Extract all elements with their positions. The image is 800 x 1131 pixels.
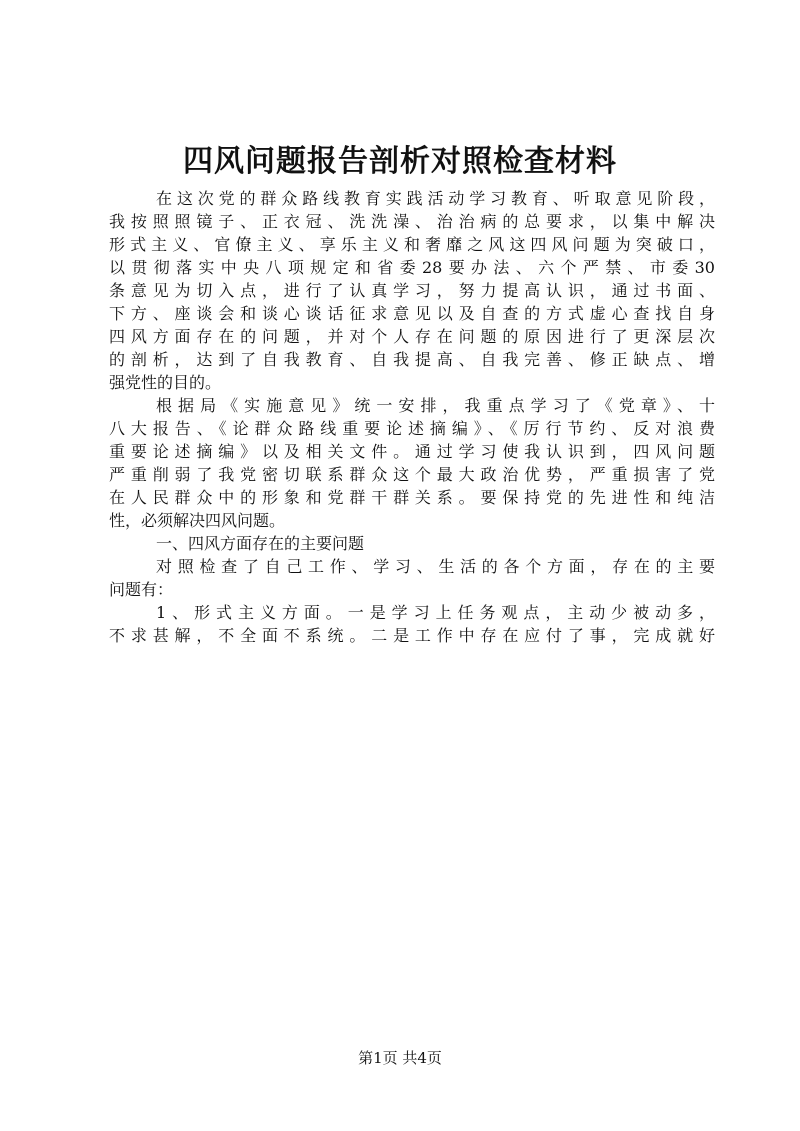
text-line: 重要论述摘编》以及相关文件。通过学习使我认识到，四风问题	[109, 442, 715, 461]
text-line: 在这次党的群众路线教育实践活动学习教育、听取意见阶段，	[156, 189, 715, 208]
text-line: 四风方面存在的问题，并对个人存在问题的原因进行了更深层次	[109, 327, 715, 346]
page-number: 第1页 共4页	[358, 1049, 442, 1067]
paragraph-4	[109, 554, 715, 600]
text-line: 根据局《实施意见》统一安排，我重点学习了《党章》、十	[156, 396, 715, 415]
document-body	[109, 186, 715, 646]
text-line: 对照检查了自己工作、学习、生活的各个方面，存在的主要	[156, 557, 715, 576]
paragraph-1	[109, 186, 715, 393]
text-line: 性，必须解决四风问题。	[109, 511, 286, 530]
text-line: 问题有：	[109, 580, 174, 599]
text-line: 条意见为切入点，进行了认真学习，努力提高认识，通过书面、	[109, 281, 715, 300]
text-line: 严重削弱了我党密切联系群众这个最大政治优势，严重损害了党	[109, 465, 715, 484]
text-line: 一、四风方面存在的主要问题	[156, 534, 365, 553]
paragraph-2	[109, 393, 715, 531]
document-title: 四风问题报告剖析对照检查材料	[183, 144, 617, 179]
text-line: 下方、座谈会和谈心谈话征求意见以及自查的方式虚心查找自身	[109, 304, 715, 323]
text-line: 以贯彻落实中央八项规定和省委28要办法、六个严禁、市委30	[109, 258, 715, 277]
section-heading	[109, 531, 715, 554]
text-line: 1、形式主义方面。一是学习上任务观点，主动少被动多，	[156, 603, 715, 622]
text-line: 形式主义、官僚主义、享乐主义和奢靡之风这四风问题为突破口，	[109, 235, 715, 254]
text-line: 八大报告、《论群众路线重要论述摘编》、《厉行节约、反对浪费	[109, 419, 715, 438]
text-line: 不求甚解，不全面不系统。二是工作中存在应付了事，完成就好	[109, 626, 715, 645]
text-line: 我按照照镜子、正衣冠、洗洗澡、治治病的总要求，以集中解决	[109, 212, 715, 231]
text-line: 在人民群众中的形象和党群干群关系。要保持党的先进性和纯洁	[109, 488, 715, 507]
paragraph-5	[109, 600, 715, 646]
text-line: 强党性的目的。	[109, 373, 222, 392]
text-line: 的剖析，达到了自我教育、自我提高、自我完善、修正缺点、增	[109, 350, 715, 369]
